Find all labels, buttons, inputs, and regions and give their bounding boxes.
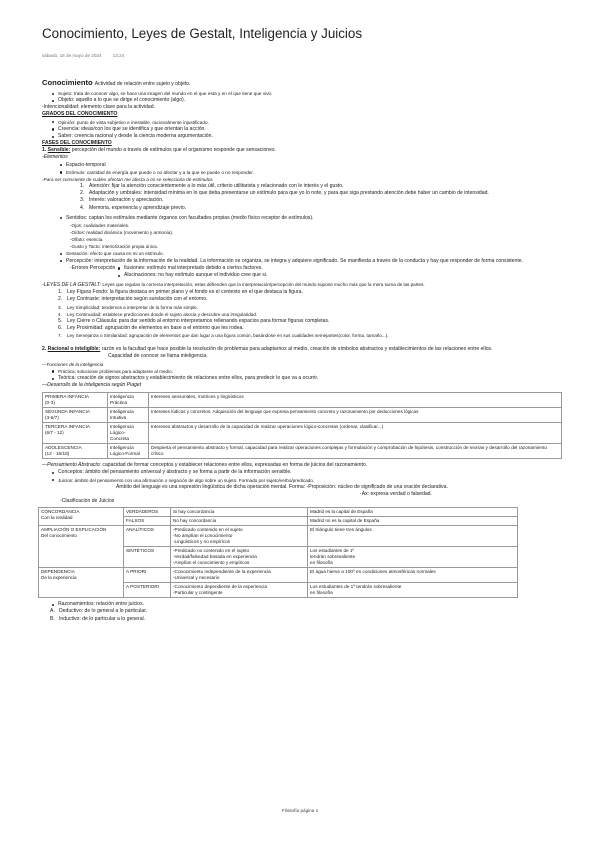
stage-label: TERCERA INFANCIA: [45, 424, 91, 430]
table-cell: [43, 423, 108, 444]
table-row: [43, 444, 562, 459]
table-cell: [308, 583, 518, 598]
example-line: Los estudiantes de 1º: [310, 548, 355, 554]
razonamientos-sub: [50, 608, 562, 622]
type-label: Lógico-Formal: [110, 451, 140, 457]
table-cell: [108, 408, 149, 423]
list-item-text: Inductivo: de lo particular a lo general.: [59, 615, 146, 622]
fases-heading: FASES DEL CONOCIMIENTO: [42, 140, 112, 147]
table-cell: A POSTERIORI: [124, 583, 171, 598]
table-cell: VERDADEROS: [124, 508, 171, 517]
abstracto-line: [42, 462, 562, 469]
abstracto-text: capacidad de formar conceptos y establecer relaciones entre ellos, expresadas en forma de juicios del razonamiento.: [102, 462, 368, 469]
elementos-label: -Elementos: [42, 154, 68, 161]
table-cell: [39, 526, 124, 568]
errores-label: -Errores Percepción: [70, 264, 116, 271]
section-1-number: 1.: [42, 147, 47, 154]
elementos-list: [58, 162, 562, 176]
example-line: tendrán sobresaliente: [310, 554, 356, 560]
gestalt-list: [58, 289, 562, 339]
list-item: Alucinaciones: no hay estímulo aunque el individuo cree que si.: [116, 272, 267, 279]
page-title: Conocimiento, Leyes de Gestalt, Inteligencia y Juicios: [42, 26, 363, 41]
list-item-text: Interés: valoración y apreciación.: [89, 197, 164, 204]
table-cell: Madrid es la capital de España: [308, 508, 518, 517]
category-sub: De la experiencia: [41, 575, 77, 581]
ambito-line: Ámbito del lenguaje es una expresión lingüística de dicha operación mental. Forma: -Proposición: núcleo de significado de una oración declarativa.: [116, 483, 448, 490]
list-item-text: Atención: fijar la atención conscientemente a lo más útil, criterio utilitarista y relacionado con le interés y el gusto.: [89, 183, 344, 190]
intro-list: [50, 90, 562, 104]
table-row: [39, 526, 518, 547]
list-item-text: Ley Figura Fondo: la figura destaca en primer plano y el fondo es el contexto en el que destaca la figura.: [67, 289, 303, 296]
list-item: 1. Ley Figura Fondo: la figura destaca en primer plano y el fondo es el contexto en el que destaca la figura.: [58, 289, 303, 296]
table-cell: FALSOS: [124, 517, 171, 526]
funciones-list: [50, 368, 562, 382]
sentido-line: -Oídos: realidad dinámica (movimiento y armonía).: [70, 229, 174, 235]
table-cell: Madrid no es la capital de España: [308, 517, 518, 526]
razonamientos-list: [50, 601, 562, 608]
list-item: 4. Memoria, experiencia y aprendizaje previo.: [80, 204, 187, 211]
list-item: 5. Ley Cierre o Cláusula: para dar sentido al entorno interpretamos rellenando espacios para formar figuras completas.: [58, 317, 330, 324]
table-cell: [43, 408, 108, 423]
table-row: [43, 393, 562, 408]
umbral-list: [80, 183, 562, 212]
page-date: [42, 53, 134, 58]
sentido-line: -Olfato: esencia.: [70, 237, 104, 243]
table-cell: Intereses abstractos y desarrollo de la capacidad de realizar operaciones lógico-concretas (ordenar, clasificar...): [149, 423, 562, 444]
table-cell: Despierta el pensamiento abstracto y formal, capacidad para realizar operaciones complejas y formulación y comprobación de hipótesis, construcción de teorías y desarrollo del razonamiento crítico: [149, 444, 562, 459]
sentido-line: -Ojos: cualidades materiales.: [70, 222, 130, 228]
category-label: DEPENDENCIA: [41, 569, 75, 575]
table-cell: Intereses lúdicos y concretos. Adquisición del lenguaje que expresa pensamiento concreto y razonamiento por deducciones lógicas: [149, 408, 562, 423]
clasificacion-label: -Clasificación de Juicios: [60, 498, 115, 505]
list-item: 3. Ley Simplicidad: tendemos a interpretar de la forma más simple.: [58, 304, 198, 310]
table-cell: [43, 444, 108, 459]
list-item: Sentidos: captan los estímulos mediante órganos con facultades propias (medio físico receptor de estímulos).: [58, 215, 562, 222]
section-1-line: [42, 147, 562, 154]
table-cell: Si hay concordancia: [171, 508, 308, 517]
list-item-text: Ley Simplicidad: tendemos a interpretar de la forma más simple.: [67, 304, 198, 310]
table-cell: ANALÍTICOS: [124, 526, 171, 547]
type-label: Lógico-: [110, 430, 126, 436]
table-cell: A PRIORI: [124, 568, 171, 583]
stage-age: (6/7 - 12): [45, 430, 64, 436]
stage-age: (12 - 16/18): [45, 451, 70, 457]
grados-list: [50, 119, 562, 140]
abstracto-list: [50, 469, 562, 483]
example-line: en filosofía: [310, 590, 333, 596]
list-item: Sujeto: trata de conocer algo, se hace una imagen del mundo en el que esta y en el que tiene que vivir.: [50, 90, 562, 97]
list-item: Conceptos: ámbito del pensamiento universal y abstracto y se forma a partir de la información sensible.: [50, 469, 562, 476]
type-label: Práctica: [110, 400, 127, 406]
errores-block: [70, 265, 562, 279]
juicios-table: [38, 507, 518, 598]
table-cell: [108, 423, 149, 444]
list-item: Razonamientos: relación entre juicios.: [50, 601, 562, 608]
intro-heading-rest: Actividad de relación entre sujeto y objeto.: [94, 81, 191, 87]
list-item: Creencia: ideas/con los que se identifica y que orientan la acción.: [50, 126, 562, 133]
list-item: 2. Ley Contraste: interpretación según surelación con el entorno.: [58, 296, 208, 303]
table-cell: [171, 547, 308, 568]
date-text: sábado, 18 de mayo de 2024: [42, 53, 102, 58]
list-item-text: Memoria, experiencia y aprendizaje previo.: [89, 204, 187, 211]
list-item: 1. Atención: fijar la atención conscientemente a lo más útil, criterio utilitarista y relacionado con le interés y el gusto.: [80, 183, 344, 190]
list-item: 3. Interés: valoración y apreciación.: [80, 197, 164, 204]
list-item: B. Inductivo: de lo particular a lo general.: [50, 615, 146, 622]
category-label: CONCORDANCIA: [41, 509, 80, 515]
section-2-line: [42, 346, 562, 353]
list-item: Saber: creencia racional y desde la ciencia moderna argumentación.: [50, 133, 562, 140]
abstracto-label: —Pensamiento Abstracto:: [42, 462, 101, 469]
list-item: Espacio-temporal: [58, 162, 562, 169]
list-item: 2. Adaptación y umbrales: intensidad mínima en lo que deba presentarse un estímulo para que yo lo note, y para que siga prestando atención debe haber un cambio de intensidad.: [80, 190, 562, 197]
gestalt-line: [42, 281, 562, 289]
desc-line: -Particular y contingente: [173, 590, 223, 596]
category-label: AMPLIACIÓN O EXPLICACIÓN: [41, 527, 107, 533]
errores-list: [116, 265, 267, 279]
list-item: 7. Ley Semejanza o Similaridad: agrupación de elementos que dan lugar a una figura común, basándose en sus cualidades semejantes(color, forma, tamaño...).: [58, 333, 389, 339]
desc-line: -Predicado no contenido en el sujeto: [173, 548, 250, 554]
percepcion-list: [58, 250, 562, 264]
piaget-label: —Desarrollo de la Inteligencia según Piaget: [42, 382, 142, 389]
list-item: 4. Ley Continuidad: establece predicciones donde el sujeto asocia y descubre una irregularidad.: [58, 311, 258, 317]
section-2-text: razón es la facultad que hace posible la resolución de problemas para adaptarnos al medio, creación de símbolos abstractos y establecimientos de las relaciones entre ellos.: [101, 346, 493, 353]
desc-line: -Conocimiento dependiente de la experiencia: [173, 584, 268, 590]
list-item: Sensación: efecto que causa en mi un estímulo.: [58, 250, 562, 257]
example-line: en filosofía: [310, 560, 333, 566]
list-item: Ilusiones: estímulo mal interpretado debido a ciertos factores.: [116, 265, 267, 272]
list-item: A. Deductivo: de lo general a lo particular.: [50, 608, 148, 615]
intro-heading: Conocimiento: [42, 78, 93, 87]
list-item-text: Ley Contraste: interpretación según surelación con el entorno.: [67, 296, 208, 303]
time-text: 13:24: [112, 53, 125, 58]
type-label: Inteligencia: [110, 394, 134, 400]
table-row: [43, 423, 562, 444]
table-cell: [171, 568, 308, 583]
list-item: Juicios: ámbito del pensamiento con una afirmación o negación de algo sobre un sujeto. Formado por sujeto/verbo/predicado.: [50, 477, 562, 484]
section-2-text2: Capacidad de conocer se llama inteligencia.: [108, 353, 208, 360]
note-body: [42, 78, 562, 623]
type-label: Intuitiva: [110, 415, 127, 421]
desc-line: -No amplían el conocimiento: [173, 533, 233, 539]
table-cell: [43, 393, 108, 408]
gestalt-label: -LEYES DE LA GESTALT:: [42, 282, 101, 289]
type-label: Inteligencia: [110, 445, 134, 451]
umbral-label: -Para ser consciente de cuáles afectan me afecta a mi se selecciona de estímulos: [42, 176, 213, 182]
stage-age: (3-6/7): [45, 415, 59, 421]
stage-age: (0-3): [45, 400, 55, 406]
list-item: Estímulo: cantidad de energía que puede o no afectar y a la que se puede o no responder.: [58, 169, 562, 176]
desc-line: -Verdad/falsedad basada en experiencia: [173, 554, 257, 560]
list-item: 6. Ley Proximidad: agrupación de elementos en base a el entorno que les rodea.: [58, 325, 244, 331]
type-label: Concreta: [110, 436, 130, 442]
table-cell: No hay concordancia: [171, 517, 308, 526]
list-item: Teórica: creación de signos abstractos y establecimiento de relaciones entre ellos, para predecir lo que va a ocurrir.: [50, 375, 562, 382]
desc-line: -Conocimiento independiente de la experiencia: [173, 569, 271, 575]
category-sub: Del conocimiento: [41, 533, 77, 539]
stage-label: SEGUNDA INFANCIA: [45, 409, 90, 415]
desc-line: -Universal y necesario: [173, 575, 220, 581]
list-item-text: Ley Semejanza o Similaridad: agrupación de elementos que dan lugar a una figura común, basándose en sus cualidades semejantes(color, forma, tamaño...).: [67, 333, 389, 339]
list-item-text: Adaptación y umbrales: intensidad mínima en lo que deba presentarse un estímulo para que yo lo note, y para que siga prestando atención debe haber un cambio de intensidad.: [89, 190, 489, 197]
table-cell: El agua hierve a 100º en condiciones atmosféricas normales: [308, 568, 518, 583]
list-item-text: Ley Cierre o Cláusula: para dar sentido al entorno interpretamos rellenando espacios para formar figuras completas.: [67, 317, 330, 324]
list-item: Percepción: interpretación de la información de la realidad. La información se organiza, se integra y adquiere significado. Se manifiesta a través de la conducta y hay que responder de forma consistente.: [58, 258, 536, 265]
table-cell: [39, 568, 124, 598]
sentidos-sub: [70, 222, 562, 251]
section-2-title: Racional o inteligible:: [47, 346, 101, 353]
sentidos-list: [58, 215, 562, 222]
stage-label: ADOLESCENCIA: [45, 445, 82, 451]
table-cell: SINTÉTICOS: [124, 547, 171, 568]
funciones-label: —Funciones de la inteligencia: [42, 361, 104, 367]
stage-label: PRIMERA INFANCIA: [45, 394, 90, 400]
intentionality-line: -Intencionalidad: elemento clave para la actividad.: [42, 104, 155, 111]
ambito-line-2: -Ax: expresa verdad o falsedad.: [360, 490, 432, 497]
category-sub: Con la realidad: [41, 515, 73, 521]
desc-line: -Amplían el conocimiento y empíricos: [173, 560, 250, 566]
list-item-text: Ley Continuidad: establece predicciones donde el sujeto asocia y descubre una irregularidad.: [67, 311, 258, 317]
type-label: Inteligencia: [110, 424, 134, 430]
desc-line: -Predicado contenido en el sujeto: [173, 527, 243, 533]
list-item-text: Deductivo: de lo general a lo particular.: [59, 608, 148, 615]
table-cell: [171, 583, 308, 598]
desc-line: -Lingüísticos y no empíricos: [173, 539, 230, 545]
table-cell: [108, 444, 149, 459]
table-row: [39, 568, 518, 583]
table-cell: [108, 393, 149, 408]
table-row: [43, 408, 562, 423]
section-1-text: percepción del mundo a través de estímulos que el organismo responde que sensaciones.: [71, 147, 276, 154]
intro-heading-line: [42, 78, 562, 89]
table-cell: [39, 508, 124, 526]
table-cell: Intereses sensoriales, motrices y lingüísticos: [149, 393, 562, 408]
table-cell: El triángulo tiene tres ángulos: [308, 526, 518, 547]
section-2-number: 2.: [42, 346, 47, 353]
list-item: Práctica: solucionar problemas para adaptarse al medio.: [50, 368, 562, 375]
example-line: Los estudiantes de 1º tendrán sobresaliente: [310, 584, 402, 590]
gestalt-text: Leyes que regulan la correcta interpretación, estas defienden que la interpretación/percepción del mundo supone mucho más que la mera suma de las partes.: [102, 282, 425, 288]
type-label: Inteligencia: [110, 409, 134, 415]
list-item-text: Ley Proximidad: agrupación de elementos en base a el entorno que les rodea.: [67, 325, 244, 331]
grados-heading: GRADOS DEL CONOCIMIENTO: [42, 111, 118, 118]
list-item: Opinión: punto de vista subjetivo e inestable, racionalmente injustificado.: [50, 119, 562, 126]
sentido-line: -Gusto y Tacto: interiorización propia única.: [70, 244, 159, 250]
table-cell: [171, 526, 308, 547]
table-cell: [308, 547, 518, 568]
page-footer: Filosofía página 1: [281, 808, 319, 813]
list-item: Objeto: aquello a lo que se dirige el conocimiento (algo).: [50, 97, 562, 104]
piaget-table: [42, 392, 562, 459]
section-1-title: Sensible:: [47, 147, 71, 154]
table-row: [39, 508, 518, 517]
